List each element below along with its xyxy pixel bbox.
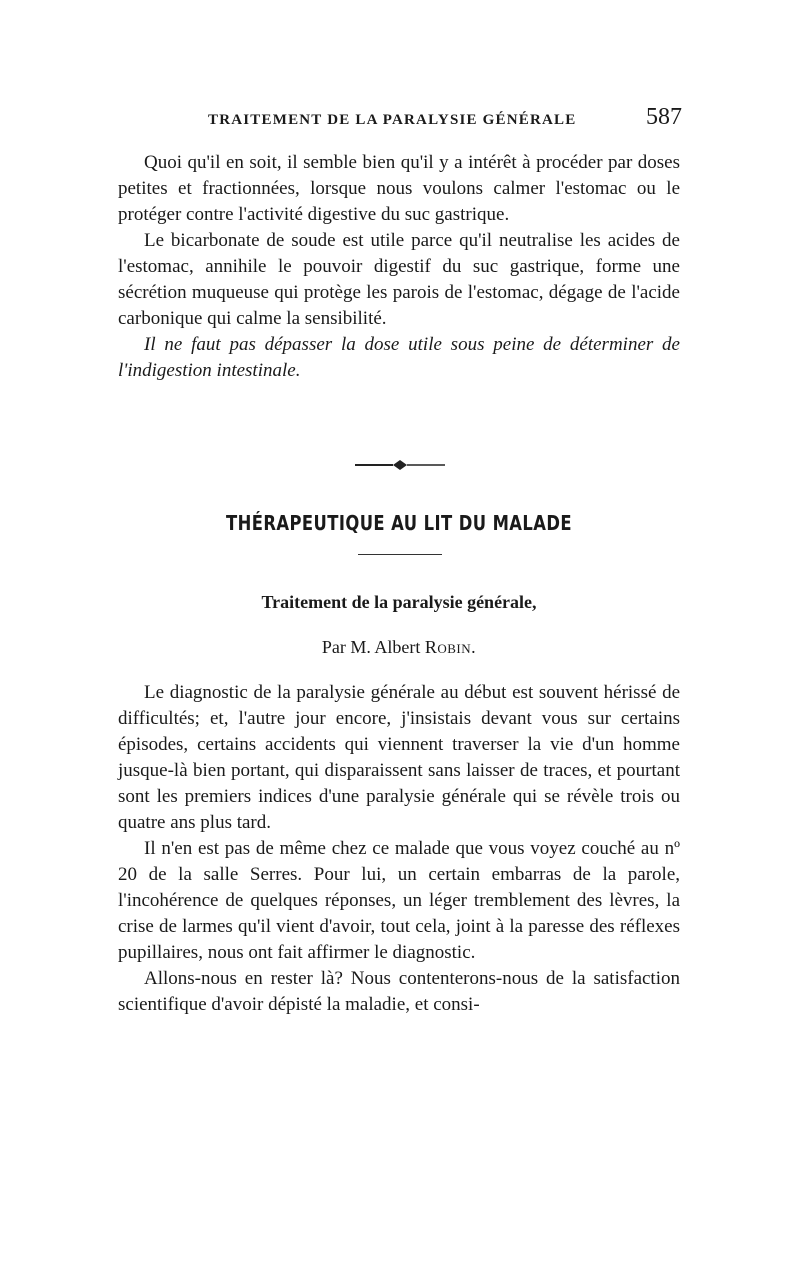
title-rule [358,554,442,555]
paragraph: Il n'en est pas de même chez ce malade que vous voyez couché au nº 20 de la salle Serres. Pour lui, un certain embarras de la parole, l'incohérence de quelques réponses, un léger tremblement des lèvres, la crise de larmes qu'il vient d'avoir, tout cela, joint à la paresse des réflexes pupillaires, nous ont fait affirmer le diagnostic. [118,838,680,963]
paragraph: Le bicarbonate de soude est utile parce qu'il neutralise les acides de l'estomac, annihile le pouvoir digestif du suc gastrique, forme une sécrétion muqueuse qui protège les parois de l'estomac, dégage de l'acide carbonique qui calme la sensibilité. [118,230,680,329]
paragraph-italic: Il ne faut pas dépasser la dose utile sous peine de déterminer de l'indigestion intestinale. [118,334,680,381]
author-line [118,637,680,658]
paragraph: Allons-nous en rester là? Nous contenterons-nous de la satisfaction scientifique d'avoir dépisté la maladie, et consi- [118,968,680,1015]
running-head: TRAITEMENT DE LA PARALYSIE GÉNÉRALE [208,112,577,128]
page-number: 587 [646,104,682,130]
paragraph: Quoi qu'il en soit, il semble bien qu'il y a intérêt à procéder par doses petites et fractionnées, lorsque nous voulons calmer l'estomac ou le protéger contre l'activité digestive du suc gastrique. [118,152,680,225]
article-title: Traitement de la paralysie générale, [261,592,537,612]
section-title: THÉRAPEUTIQUE AU LIT DU MALADE [225,511,573,535]
author-surname: Robin. [424,637,477,657]
ornament-divider [355,458,445,472]
paragraph: Le diagnostic de la paralysie générale au début est souvent hérissé de difficultés; et, l'autre jour encore, j'insistais devant vous sur certains épisodes, certains accidents qui viennent traverser la vie d'un homme jusque-là bien portant, qui disparaissent sans laisser de traces, et pourtant sont les premiers indices d'une paralysie générale qui se révèle trois ou quatre ans plus tard. [118,682,680,833]
text-block-previous-article [118,150,680,384]
author-prefix: Par M. Albert [321,637,421,657]
text-block-article [118,680,680,1018]
